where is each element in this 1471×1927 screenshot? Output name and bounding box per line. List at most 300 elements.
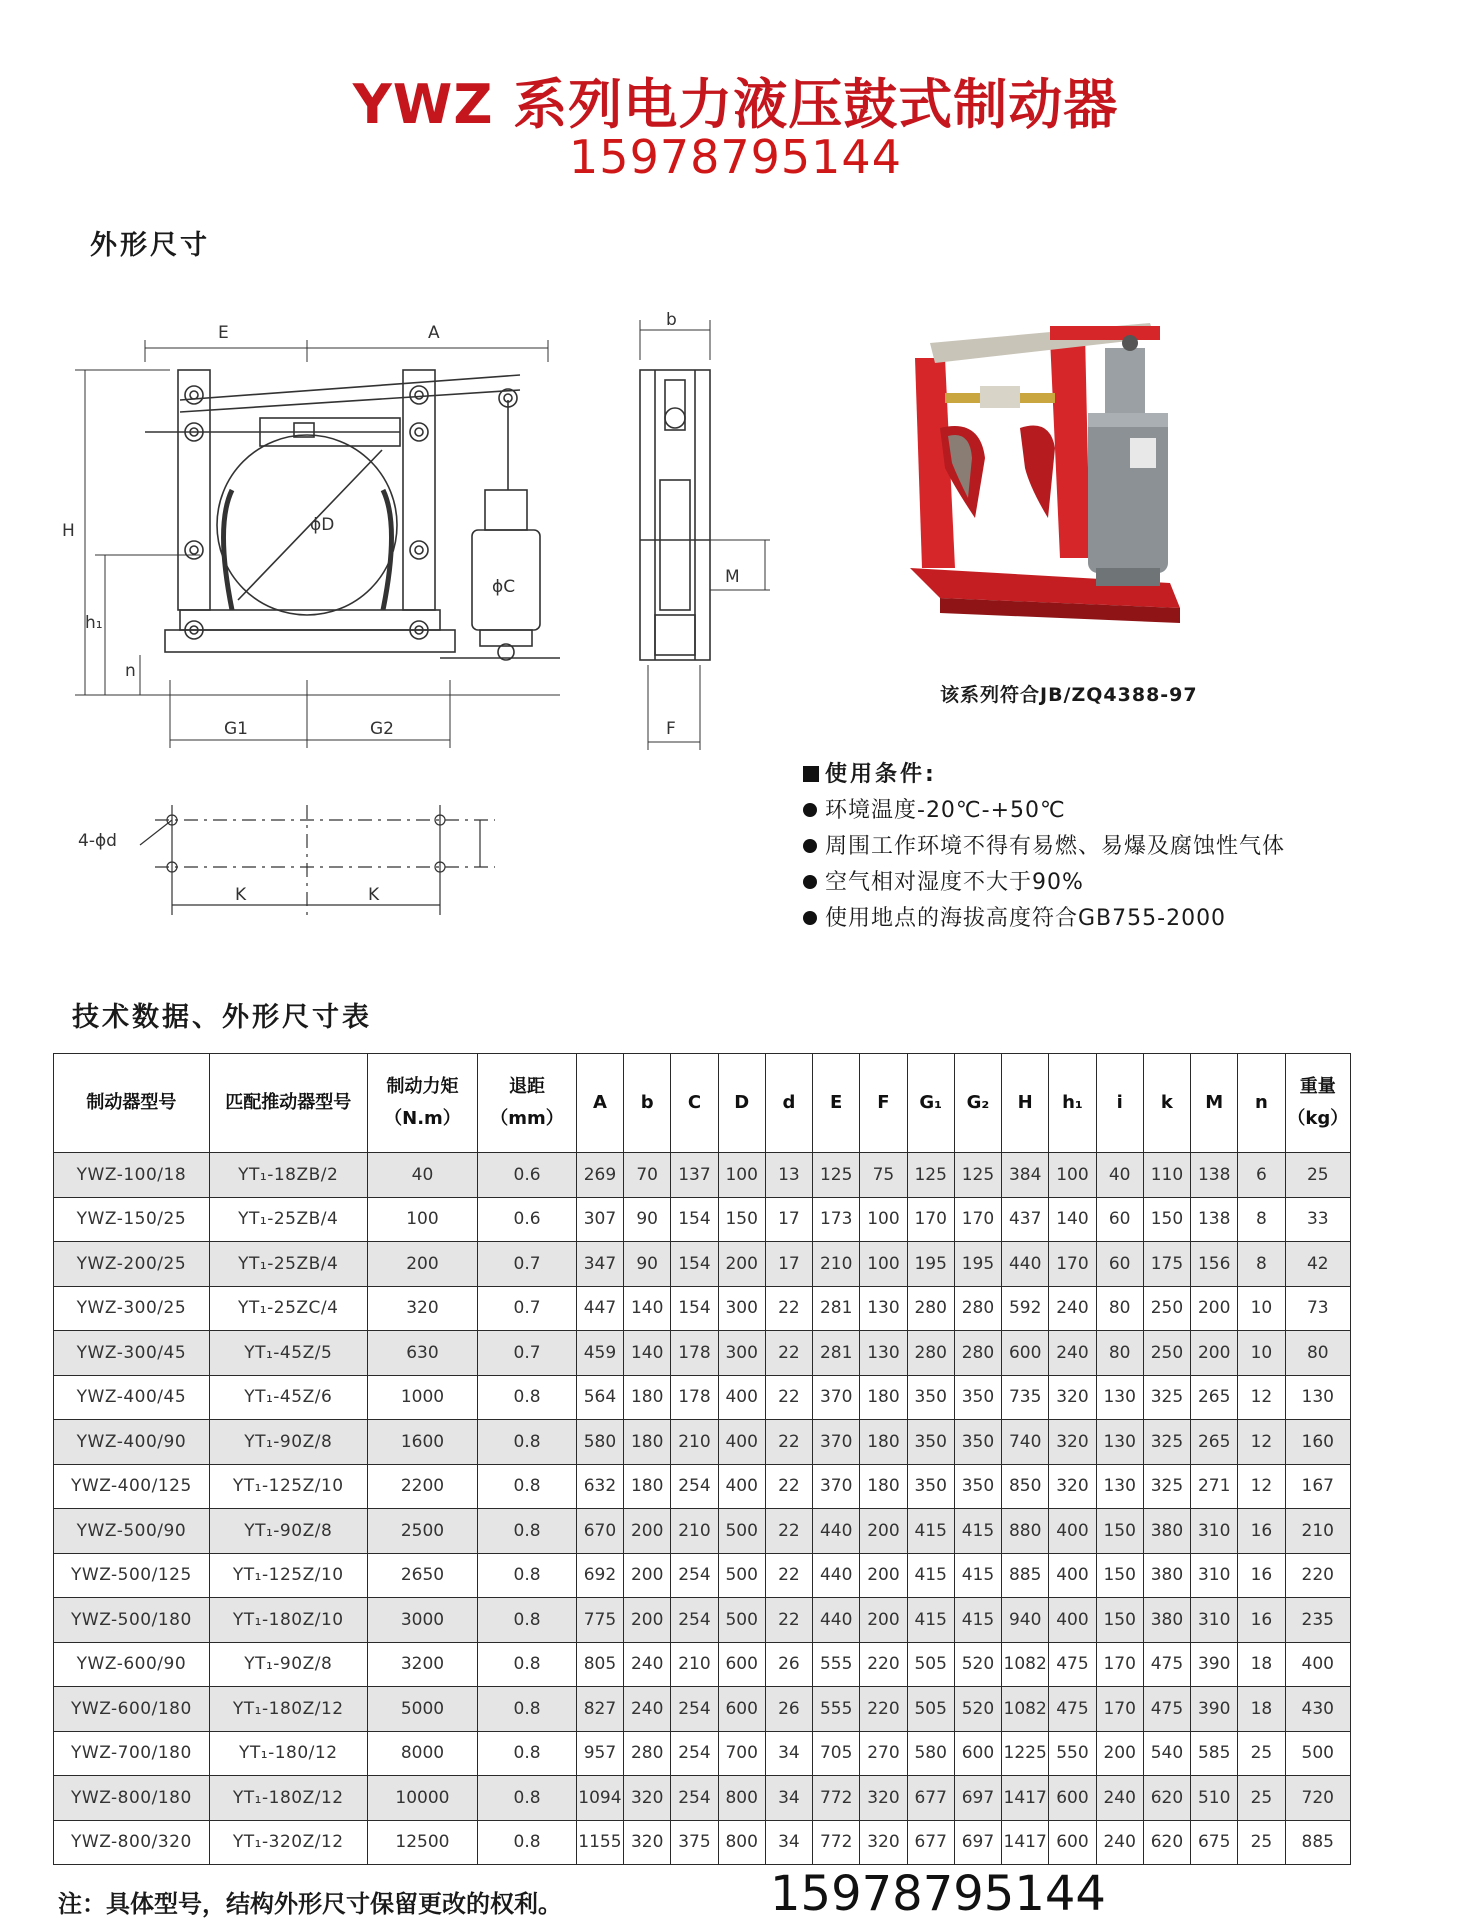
- table-cell: 70: [624, 1153, 671, 1198]
- column-header: [765, 1054, 812, 1153]
- table-cell: 281: [813, 1286, 860, 1331]
- table-cell: 154: [671, 1242, 718, 1287]
- table-cell: 240: [1049, 1286, 1096, 1331]
- table-cell: 0.8: [478, 1375, 577, 1420]
- column-header-text: i: [1116, 1092, 1123, 1113]
- table-cell: 505: [907, 1642, 954, 1687]
- table-cell: 200: [718, 1242, 765, 1287]
- table-cell: 254: [671, 1731, 718, 1776]
- table-cell: 2200: [367, 1464, 478, 1509]
- table-cell: 0.8: [478, 1598, 577, 1643]
- table-cell: YT₁-25ZB/4: [209, 1197, 367, 1242]
- table-cell: 138: [1191, 1153, 1238, 1198]
- table-row: [54, 1776, 1351, 1821]
- table-cell: 10: [1238, 1331, 1285, 1376]
- table-cell: 22: [765, 1331, 812, 1376]
- table-cell: 805: [576, 1642, 623, 1687]
- table-cell: 885: [1285, 1820, 1350, 1865]
- table-cell: 240: [1096, 1820, 1143, 1865]
- column-header-text: G₂: [966, 1092, 990, 1113]
- table-cell: 320: [860, 1820, 907, 1865]
- table-cell: 6: [1238, 1153, 1285, 1198]
- table-cell: 90: [624, 1242, 671, 1287]
- table-cell: 265: [1191, 1375, 1238, 1420]
- column-header-text: h₁: [1062, 1092, 1083, 1113]
- bullet-icon: [803, 839, 817, 853]
- spec-table: [53, 1053, 1351, 1865]
- table-cell: 600: [954, 1731, 1001, 1776]
- table-cell: 475: [1049, 1642, 1096, 1687]
- column-header-text: D: [734, 1092, 750, 1113]
- table-cell: 22: [765, 1553, 812, 1598]
- column-header: [1049, 1054, 1096, 1153]
- table-cell: 210: [1285, 1509, 1350, 1554]
- column-header-text: 制动器型号: [86, 1092, 177, 1113]
- table-row: [54, 1375, 1351, 1420]
- table-cell: 100: [718, 1153, 765, 1198]
- table-cell: YT₁-45Z/5: [209, 1331, 367, 1376]
- table-cell: YT₁-45Z/6: [209, 1375, 367, 1420]
- table-cell: 585: [1191, 1731, 1238, 1776]
- column-header: [813, 1054, 860, 1153]
- table-cell: 440: [1002, 1242, 1049, 1287]
- table-cell: YWZ-150/25: [54, 1197, 210, 1242]
- table-cell: 22: [765, 1598, 812, 1643]
- table-cell: 0.8: [478, 1509, 577, 1554]
- table-cell: 555: [813, 1642, 860, 1687]
- table-cell: 505: [907, 1687, 954, 1732]
- label-phiD: ϕD: [310, 515, 335, 535]
- table-cell: 130: [1096, 1420, 1143, 1465]
- table-cell: 310: [1191, 1553, 1238, 1598]
- table-cell: YT₁-320Z/12: [209, 1820, 367, 1865]
- table-cell: 2650: [367, 1553, 478, 1598]
- table-cell: 620: [1143, 1820, 1190, 1865]
- table-cell: 17: [765, 1197, 812, 1242]
- condition-item: 使用地点的海拔高度符合GB755-2000: [803, 901, 1285, 937]
- table-cell: 200: [860, 1509, 907, 1554]
- table-cell: 740: [1002, 1420, 1049, 1465]
- table-cell: 320: [624, 1820, 671, 1865]
- table-cell: 1000: [367, 1375, 478, 1420]
- table-cell: 500: [718, 1598, 765, 1643]
- table-cell: 80: [1285, 1331, 1350, 1376]
- table-cell: 0.8: [478, 1687, 577, 1732]
- column-header-text: 匹配推动器型号: [225, 1092, 352, 1113]
- column-header: [718, 1054, 765, 1153]
- table-cell: 100: [860, 1197, 907, 1242]
- column-header-text: H: [1017, 1092, 1033, 1113]
- table-cell: 25: [1238, 1776, 1285, 1821]
- table-cell: 775: [576, 1598, 623, 1643]
- table-cell: 500: [718, 1553, 765, 1598]
- column-header: [624, 1054, 671, 1153]
- table-cell: 200: [860, 1598, 907, 1643]
- table-cell: 940: [1002, 1598, 1049, 1643]
- table-cell: 1094: [576, 1776, 623, 1821]
- table-cell: 180: [624, 1464, 671, 1509]
- table-cell: 16: [1238, 1598, 1285, 1643]
- table-cell: 195: [954, 1242, 1001, 1287]
- table-cell: 370: [813, 1375, 860, 1420]
- table-cell: YWZ-100/18: [54, 1153, 210, 1198]
- column-header: [1143, 1054, 1190, 1153]
- table-cell: 350: [954, 1375, 1001, 1420]
- table-cell: 73: [1285, 1286, 1350, 1331]
- table-cell: 60: [1096, 1242, 1143, 1287]
- table-cell: 325: [1143, 1375, 1190, 1420]
- table-cell: 8: [1238, 1242, 1285, 1287]
- table-cell: 630: [367, 1331, 478, 1376]
- table-header-row: [54, 1054, 1351, 1153]
- table-cell: 180: [860, 1420, 907, 1465]
- table-cell: 0.8: [478, 1464, 577, 1509]
- column-header: [1238, 1054, 1285, 1153]
- table-cell: 170: [954, 1197, 1001, 1242]
- table-cell: 510: [1191, 1776, 1238, 1821]
- table-cell: YT₁-180Z/10: [209, 1598, 367, 1643]
- table-cell: 400: [1285, 1642, 1350, 1687]
- table-cell: 697: [954, 1820, 1001, 1865]
- table-cell: YT₁-125Z/10: [209, 1553, 367, 1598]
- table-cell: 370: [813, 1464, 860, 1509]
- table-cell: 22: [765, 1509, 812, 1554]
- table-cell: 1417: [1002, 1776, 1049, 1821]
- table-cell: 150: [1096, 1553, 1143, 1598]
- table-cell: 772: [813, 1776, 860, 1821]
- table-cell: 555: [813, 1687, 860, 1732]
- table-cell: 0.7: [478, 1286, 577, 1331]
- table-cell: 320: [1049, 1464, 1096, 1509]
- table-cell: 10000: [367, 1776, 478, 1821]
- column-header-text: A: [592, 1092, 607, 1113]
- table-cell: 12: [1238, 1464, 1285, 1509]
- table-cell: 200: [624, 1509, 671, 1554]
- table-cell: 697: [954, 1776, 1001, 1821]
- table-cell: 390: [1191, 1642, 1238, 1687]
- table-cell: YT₁-180Z/12: [209, 1776, 367, 1821]
- table-cell: 0.8: [478, 1553, 577, 1598]
- table-cell: 600: [718, 1642, 765, 1687]
- table-cell: 800: [718, 1820, 765, 1865]
- table-cell: YWZ-500/90: [54, 1509, 210, 1554]
- table-cell: 632: [576, 1464, 623, 1509]
- table-cell: 18: [1238, 1687, 1285, 1732]
- table-cell: 772: [813, 1820, 860, 1865]
- square-bullet-icon: [803, 766, 819, 782]
- table-cell: 130: [860, 1331, 907, 1376]
- table-cell: 10: [1238, 1286, 1285, 1331]
- table-cell: 125: [954, 1153, 1001, 1198]
- table-cell: 447: [576, 1286, 623, 1331]
- table-cell: 415: [907, 1553, 954, 1598]
- table-cell: 280: [954, 1286, 1001, 1331]
- table-cell: 350: [907, 1464, 954, 1509]
- column-header: [576, 1054, 623, 1153]
- table-cell: 310: [1191, 1509, 1238, 1554]
- table-cell: 592: [1002, 1286, 1049, 1331]
- table-cell: 125: [907, 1153, 954, 1198]
- table-cell: YWZ-400/125: [54, 1464, 210, 1509]
- label-A: A: [428, 323, 440, 343]
- table-cell: 350: [907, 1375, 954, 1420]
- conditions-heading: 使用条件:: [803, 757, 1285, 793]
- table-section-title: 技术数据、外形尺寸表: [72, 1002, 372, 1033]
- table-cell: 0.7: [478, 1242, 577, 1287]
- table-cell: 500: [718, 1509, 765, 1554]
- table-cell: 440: [813, 1598, 860, 1643]
- table-cell: 0.8: [478, 1731, 577, 1776]
- label-K-left: K: [235, 885, 247, 905]
- table-cell: 200: [1191, 1331, 1238, 1376]
- table-cell: 1417: [1002, 1820, 1049, 1865]
- table-cell: 0.8: [478, 1642, 577, 1687]
- table-cell: 827: [576, 1687, 623, 1732]
- table-cell: 160: [1285, 1420, 1350, 1465]
- table-cell: 254: [671, 1464, 718, 1509]
- condition-item: 周围工作环境不得有易燃、易爆及腐蚀性气体: [803, 829, 1285, 865]
- table-cell: YWZ-500/125: [54, 1553, 210, 1598]
- table-cell: 400: [718, 1464, 765, 1509]
- table-cell: 380: [1143, 1598, 1190, 1643]
- table-cell: 8000: [367, 1731, 478, 1776]
- label-phiC: ϕC: [492, 577, 516, 597]
- table-cell: 3200: [367, 1642, 478, 1687]
- table-cell: 1600: [367, 1420, 478, 1465]
- table-cell: 75: [860, 1153, 907, 1198]
- table-cell: 675: [1191, 1820, 1238, 1865]
- table-cell: YT₁-25ZB/4: [209, 1242, 367, 1287]
- column-header-text: （mm）: [490, 1108, 564, 1129]
- column-header-text: n: [1255, 1092, 1268, 1113]
- table-cell: 138: [1191, 1197, 1238, 1242]
- table-cell: 550: [1049, 1731, 1096, 1776]
- table-cell: 320: [1049, 1420, 1096, 1465]
- table-cell: 40: [367, 1153, 478, 1198]
- standard-note: 该系列符合JB/ZQ4388-97: [940, 684, 1198, 706]
- table-cell: 677: [907, 1820, 954, 1865]
- table-cell: 0.6: [478, 1197, 577, 1242]
- table-cell: 320: [367, 1286, 478, 1331]
- table-cell: 170: [1096, 1687, 1143, 1732]
- table-cell: 137: [671, 1153, 718, 1198]
- label-n: n: [125, 661, 136, 681]
- left-arm: [178, 370, 210, 610]
- table-cell: 254: [671, 1776, 718, 1821]
- table-cell: 265: [1191, 1420, 1238, 1465]
- table-cell: 25: [1238, 1731, 1285, 1776]
- table-cell: 167: [1285, 1464, 1350, 1509]
- table-cell: 100: [367, 1197, 478, 1242]
- page-title: YWZ 系列电力液压鼓式制动器: [352, 73, 1119, 136]
- table-cell: 350: [907, 1420, 954, 1465]
- condition-item: 环境温度-20℃-+50℃: [803, 793, 1285, 829]
- label-E: E: [218, 323, 229, 343]
- label-H: H: [62, 521, 75, 541]
- right-arm: [403, 370, 435, 610]
- table-cell: 12500: [367, 1820, 478, 1865]
- table-cell: 254: [671, 1553, 718, 1598]
- table-cell: 677: [907, 1776, 954, 1821]
- table-cell: 180: [860, 1375, 907, 1420]
- table-cell: YT₁-90Z/8: [209, 1509, 367, 1554]
- table-cell: 200: [1096, 1731, 1143, 1776]
- column-header-text: 退距: [509, 1076, 546, 1097]
- table-cell: 42: [1285, 1242, 1350, 1287]
- table-cell: 130: [1096, 1464, 1143, 1509]
- column-header-text: F: [877, 1092, 890, 1113]
- table-cell: 1155: [576, 1820, 623, 1865]
- table-cell: 800: [718, 1776, 765, 1821]
- table-cell: 400: [1049, 1553, 1096, 1598]
- table-row: [54, 1242, 1351, 1287]
- table-row: [54, 1464, 1351, 1509]
- table-cell: YT₁-180/12: [209, 1731, 367, 1776]
- table-row: [54, 1331, 1351, 1376]
- table-cell: YWZ-600/180: [54, 1687, 210, 1732]
- table-cell: 400: [1049, 1598, 1096, 1643]
- table-cell: 22: [765, 1286, 812, 1331]
- table-cell: 370: [813, 1420, 860, 1465]
- table-cell: 415: [954, 1598, 1001, 1643]
- table-cell: 34: [765, 1731, 812, 1776]
- table-row: [54, 1420, 1351, 1465]
- bullet-icon: [803, 803, 817, 817]
- label-G1: G1: [224, 719, 248, 739]
- table-cell: 210: [671, 1509, 718, 1554]
- table-cell: 100: [1049, 1153, 1096, 1198]
- table-cell: 2500: [367, 1509, 478, 1554]
- table-cell: 350: [954, 1420, 1001, 1465]
- column-header-text: b: [640, 1092, 654, 1113]
- phone-number-bottom: 15978795144: [770, 1866, 1106, 1922]
- table-cell: 325: [1143, 1420, 1190, 1465]
- table-cell: 100: [860, 1242, 907, 1287]
- table-cell: 17: [765, 1242, 812, 1287]
- column-header-text: C: [687, 1092, 702, 1113]
- table-cell: 475: [1143, 1642, 1190, 1687]
- table-cell: 60: [1096, 1197, 1143, 1242]
- table-cell: 210: [671, 1420, 718, 1465]
- table-row: [54, 1197, 1351, 1242]
- table-cell: 22: [765, 1420, 812, 1465]
- table-row: [54, 1820, 1351, 1865]
- brake-product-image: [900, 318, 1220, 638]
- table-cell: 173: [813, 1197, 860, 1242]
- table-cell: 125: [813, 1153, 860, 1198]
- table-cell: 26: [765, 1687, 812, 1732]
- table-cell: 170: [1096, 1642, 1143, 1687]
- column-header: [954, 1054, 1001, 1153]
- table-cell: 18: [1238, 1642, 1285, 1687]
- column-header: [1096, 1054, 1143, 1153]
- table-cell: 220: [860, 1642, 907, 1687]
- column-header-text: 制动力矩: [386, 1076, 459, 1097]
- table-cell: 500: [1285, 1731, 1350, 1776]
- table-cell: 670: [576, 1509, 623, 1554]
- table-cell: 16: [1238, 1553, 1285, 1598]
- table-cell: 415: [954, 1553, 1001, 1598]
- table-cell: 0.8: [478, 1776, 577, 1821]
- table-cell: 210: [813, 1242, 860, 1287]
- table-cell: 310: [1191, 1598, 1238, 1643]
- table-cell: 33: [1285, 1197, 1350, 1242]
- column-header-text: 重量: [1299, 1076, 1336, 1097]
- column-header: [478, 1054, 577, 1153]
- table-cell: 459: [576, 1331, 623, 1376]
- column-header-text: k: [1160, 1092, 1173, 1113]
- label-K-right: K: [368, 885, 380, 905]
- table-cell: 384: [1002, 1153, 1049, 1198]
- table-cell: YWZ-800/320: [54, 1820, 210, 1865]
- table-cell: 200: [860, 1553, 907, 1598]
- table-cell: 520: [954, 1642, 1001, 1687]
- table-cell: 600: [1049, 1776, 1096, 1821]
- column-header: [367, 1054, 478, 1153]
- phone-number-top: 15978795144: [569, 130, 902, 184]
- table-cell: 440: [813, 1553, 860, 1598]
- table-cell: 220: [1285, 1553, 1350, 1598]
- table-row: [54, 1153, 1351, 1198]
- column-header: [209, 1054, 367, 1153]
- table-cell: 8: [1238, 1197, 1285, 1242]
- table-cell: YT₁-90Z/8: [209, 1642, 367, 1687]
- base-plate: [165, 630, 455, 652]
- table-cell: YWZ-300/45: [54, 1331, 210, 1376]
- table-row: [54, 1731, 1351, 1776]
- table-cell: 380: [1143, 1553, 1190, 1598]
- table-cell: 12: [1238, 1375, 1285, 1420]
- table-body: [54, 1153, 1351, 1865]
- table-cell: 178: [671, 1375, 718, 1420]
- table-cell: 34: [765, 1776, 812, 1821]
- table-cell: 720: [1285, 1776, 1350, 1821]
- column-header: [1002, 1054, 1049, 1153]
- table-cell: 307: [576, 1197, 623, 1242]
- column-header: [671, 1054, 718, 1153]
- table-cell: 520: [954, 1687, 1001, 1732]
- table-cell: YT₁-180Z/12: [209, 1687, 367, 1732]
- table-cell: 110: [1143, 1153, 1190, 1198]
- table-cell: 156: [1191, 1242, 1238, 1287]
- table-cell: 1082: [1002, 1642, 1049, 1687]
- table-cell: 220: [860, 1687, 907, 1732]
- table-cell: 13: [765, 1153, 812, 1198]
- table-cell: 235: [1285, 1598, 1350, 1643]
- column-header-text: M: [1205, 1092, 1224, 1113]
- table-cell: 700: [718, 1731, 765, 1776]
- table-cell: 3000: [367, 1598, 478, 1643]
- table-cell: 375: [671, 1820, 718, 1865]
- column-header-text: E: [830, 1092, 843, 1113]
- side-view: [640, 370, 710, 660]
- table-cell: 580: [576, 1420, 623, 1465]
- table-cell: 0.7: [478, 1331, 577, 1376]
- table-cell: 175: [1143, 1242, 1190, 1287]
- label-h1: h₁: [85, 613, 103, 633]
- table-cell: 600: [718, 1687, 765, 1732]
- table-cell: 25: [1285, 1153, 1350, 1198]
- table-cell: 885: [1002, 1553, 1049, 1598]
- table-cell: 90: [624, 1197, 671, 1242]
- table-cell: 347: [576, 1242, 623, 1287]
- table-row: [54, 1286, 1351, 1331]
- column-header-text: （N.m）: [384, 1108, 461, 1129]
- table-cell: 140: [624, 1286, 671, 1331]
- table-cell: 415: [907, 1598, 954, 1643]
- table-cell: 250: [1143, 1286, 1190, 1331]
- table-row: [54, 1553, 1351, 1598]
